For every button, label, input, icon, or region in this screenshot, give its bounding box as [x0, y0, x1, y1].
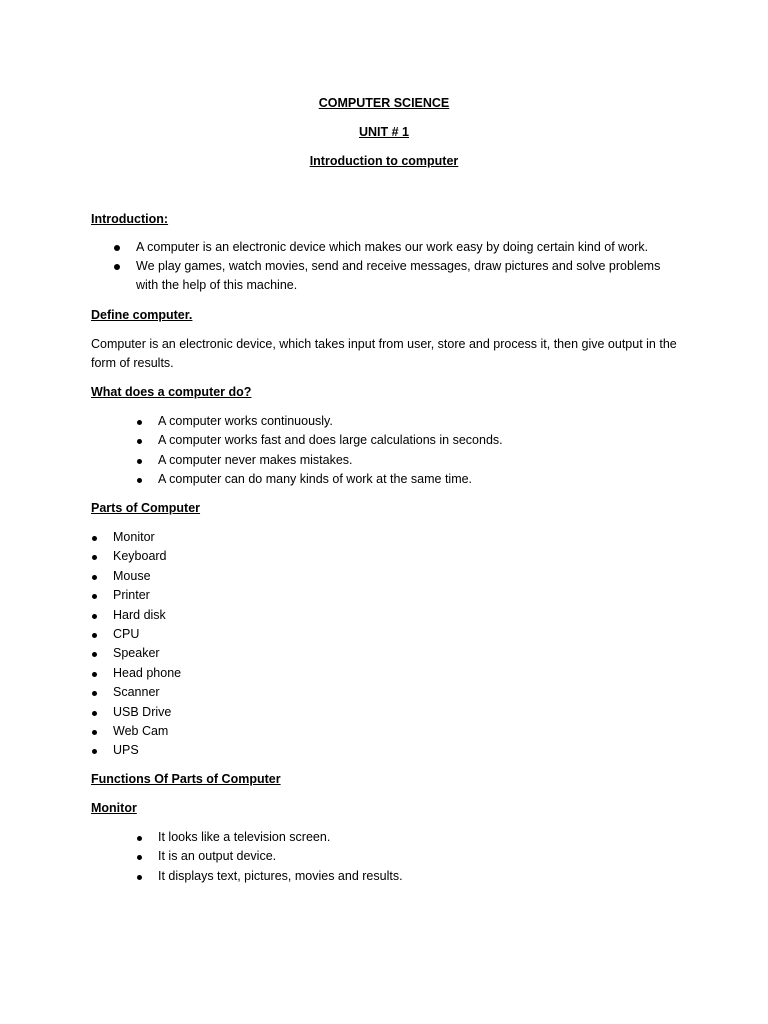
bullet-icon — [137, 459, 142, 464]
bullet-icon — [137, 836, 142, 841]
what-does-list — [158, 412, 503, 490]
list-item — [113, 606, 181, 625]
list-item-text: It displays text, pictures, movies and results. — [158, 868, 403, 883]
list-item-text: A computer works fast and does large calculations in seconds. — [158, 433, 503, 448]
bullet-icon — [92, 536, 97, 541]
list-item — [158, 867, 403, 886]
list-item-text: A computer can do many kinds of work at the same time. — [158, 472, 473, 487]
list-item-text: Mouse — [113, 568, 151, 583]
list-item-text: A computer works continuously. — [158, 414, 333, 428]
list-item — [113, 547, 181, 566]
list-item — [113, 625, 181, 644]
list-item-text: Web Cam — [113, 723, 169, 738]
monitor-heading: Monitor — [91, 801, 137, 815]
list-item — [113, 741, 181, 760]
parts-list — [113, 528, 181, 761]
bullet-icon — [137, 439, 142, 444]
list-item-text: Head phone — [113, 665, 182, 680]
list-item-text: It is an output device. — [158, 849, 277, 864]
list-item — [113, 586, 181, 605]
list-item — [113, 722, 181, 741]
bullet-icon — [137, 478, 142, 483]
list-item — [113, 683, 181, 702]
bullet-icon — [114, 245, 120, 251]
list-item-text: It looks like a television screen. — [158, 830, 331, 844]
bullet-icon — [92, 749, 97, 754]
list-item — [113, 703, 181, 722]
bullet-icon — [92, 652, 97, 657]
introduction-list — [112, 238, 672, 295]
subject-title: COMPUTER SCIENCE — [318, 96, 450, 110]
list-item — [112, 238, 672, 257]
define-paragraph: Computer is an electronic device, which takes input from user, store and process it, then give output in the form of results. — [91, 337, 677, 370]
bullet-icon — [92, 633, 97, 638]
list-item — [158, 828, 403, 847]
list-item — [113, 528, 181, 547]
list-item — [158, 412, 503, 431]
bullet-icon — [92, 672, 97, 677]
list-item — [113, 567, 181, 586]
monitor-list — [158, 828, 403, 886]
list-item-text: We play games, watch movies, send and receive messages, draw pictures and solve problems with the help of this machine. — [136, 259, 661, 292]
define-heading: Define computer. — [91, 308, 193, 322]
bullet-icon — [92, 594, 97, 599]
list-item-text: Speaker — [113, 646, 160, 661]
bullet-icon — [137, 420, 142, 425]
unit-title: UNIT # 1 — [358, 125, 409, 139]
list-item-text: Monitor — [113, 530, 155, 544]
parts-heading: Parts of Computer — [91, 501, 201, 515]
bullet-icon — [92, 614, 97, 619]
list-item-text: Printer — [113, 588, 150, 603]
list-item-text: A computer is an electronic device which makes our work easy by doing certain kind of work. — [136, 240, 649, 254]
topic-title: Introduction to computer — [309, 154, 459, 168]
list-item — [113, 644, 181, 663]
list-item-text: CPU — [113, 626, 140, 641]
bullet-icon — [92, 730, 97, 735]
list-item — [158, 431, 503, 450]
list-item — [158, 847, 403, 866]
bullet-icon — [114, 264, 120, 270]
functions-heading: Functions Of Parts of Computer — [91, 772, 281, 786]
list-item-text: Scanner — [113, 685, 160, 700]
list-item-text: Keyboard — [113, 549, 167, 564]
list-item-text: A computer never makes mistakes. — [158, 452, 353, 467]
list-item — [158, 451, 503, 470]
bullet-icon — [92, 555, 97, 560]
bullet-icon — [137, 875, 142, 880]
bullet-icon — [137, 855, 142, 860]
list-item-text: UPS — [113, 743, 139, 758]
introduction-heading: Introduction: — [91, 212, 169, 226]
what-does-heading: What does a computer do? — [91, 385, 252, 399]
list-item — [113, 664, 181, 683]
list-item — [158, 470, 503, 489]
list-item — [112, 257, 672, 295]
bullet-icon — [92, 711, 97, 716]
bullet-icon — [92, 691, 97, 696]
list-item-text: USB Drive — [113, 704, 172, 719]
bullet-icon — [92, 575, 97, 580]
list-item-text: Hard disk — [113, 607, 166, 622]
